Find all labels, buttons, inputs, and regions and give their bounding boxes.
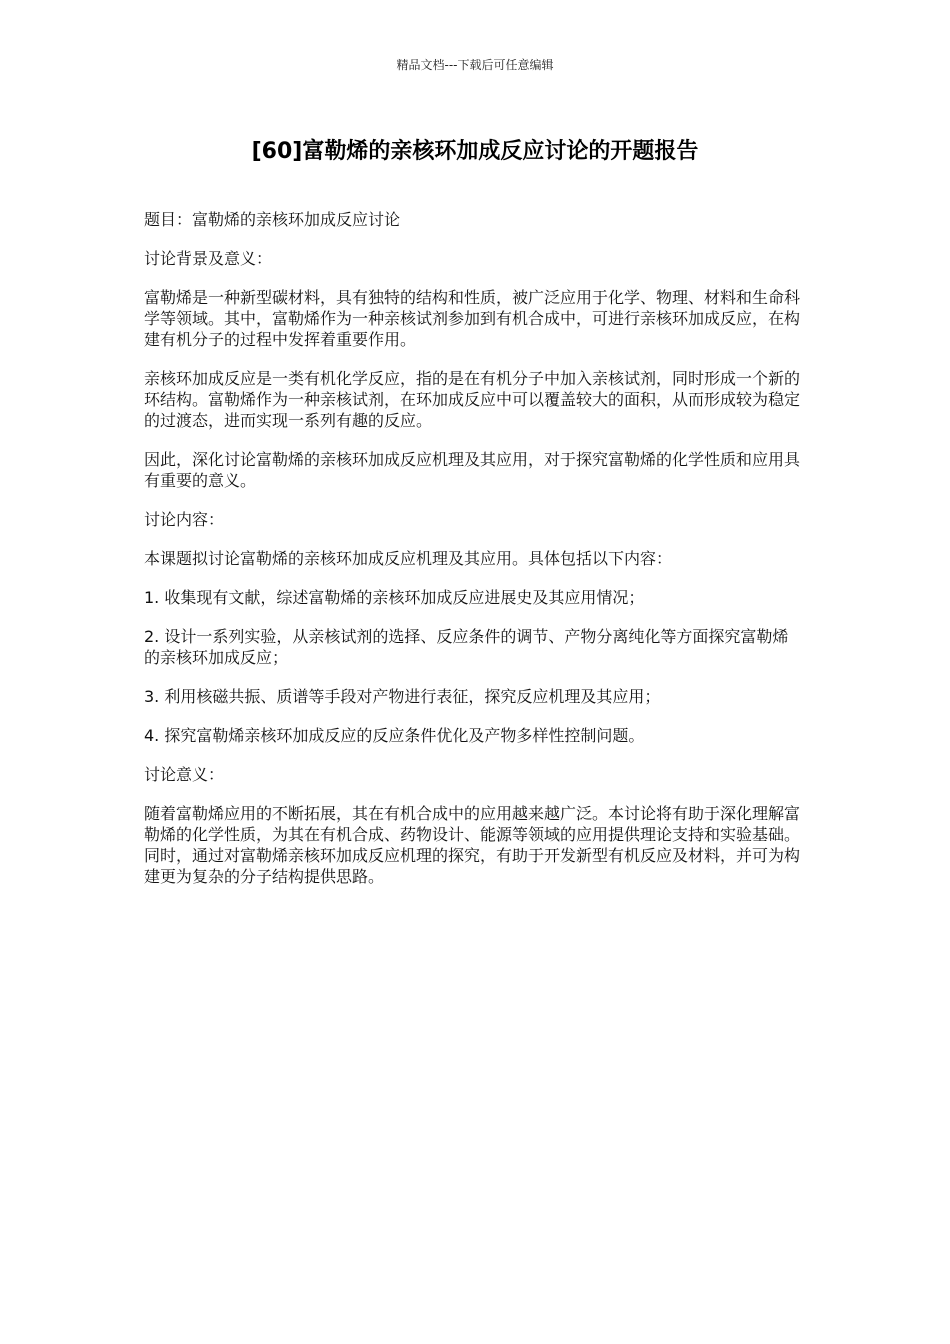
section-heading-content: 讨论内容： [144, 510, 225, 529]
topic-line: 题目：富勒烯的亲核环加成反应讨论 [144, 210, 401, 229]
list-item: 4. 探究富勒烯亲核环加成反应的反应条件优化及产物多样性控制问题。 [144, 726, 645, 745]
document-body [144, 209, 804, 905]
document-title: [60]富勒烯的亲核环加成反应讨论的开题报告 [251, 139, 699, 164]
body-paragraph: 富勒烯是一种新型碳材料，具有独特的结构和性质，被广泛应用于化学、物理、材料和生命科学等领域。其中，富勒烯作为一种亲核试剂参加到有机合成中，可进行亲核环加成反应，在构建有机分子的过程中发挥着重要作用。 [144, 288, 801, 349]
section-heading-significance: 讨论意义： [144, 765, 225, 784]
list-item: 3. 利用核磁共振、质谱等手段对产物进行表征，探究反应机理及其应用； [144, 687, 661, 706]
header-note: 精品文档---下载后可任意编辑 [396, 58, 554, 72]
body-paragraph: 随着富勒烯应用的不断拓展，其在有机合成中的应用越来越广泛。本讨论将有助于深化理解富勒烯的化学性质，为其在有机合成、药物设计、能源等领域的应用提供理论支持和实验基础。同时，通过对富勒烯亲核环加成反应机理的探究，有助于开发新型有机反应及材料，并可为构建更为复杂的分子结构提供思路。 [144, 804, 801, 886]
list-item: 1. 收集现有文献，综述富勒烯的亲核环加成反应进展史及其应用情况； [144, 588, 645, 607]
body-paragraph: 亲核环加成反应是一类有机化学反应，指的是在有机分子中加入亲核试剂，同时形成一个新的环结构。富勒烯作为一种亲核试剂，在环加成反应中可以覆盖较大的面积，从而形成较为稳定的过渡态，进而实现一系列有趣的反应。 [144, 369, 801, 430]
list-item: 2. 设计一系列实验，从亲核试剂的选择、反应条件的调节、产物分离纯化等方面探究富勒烯的亲核环加成反应； [144, 627, 789, 667]
section-heading-background: 讨论背景及意义： [144, 249, 273, 268]
body-paragraph: 本课题拟讨论富勒烯的亲核环加成反应机理及其应用。具体包括以下内容： [144, 549, 673, 568]
body-paragraph: 因此，深化讨论富勒烯的亲核环加成反应机理及其应用，对于探究富勒烯的化学性质和应用具有重要的意义。 [144, 450, 801, 490]
